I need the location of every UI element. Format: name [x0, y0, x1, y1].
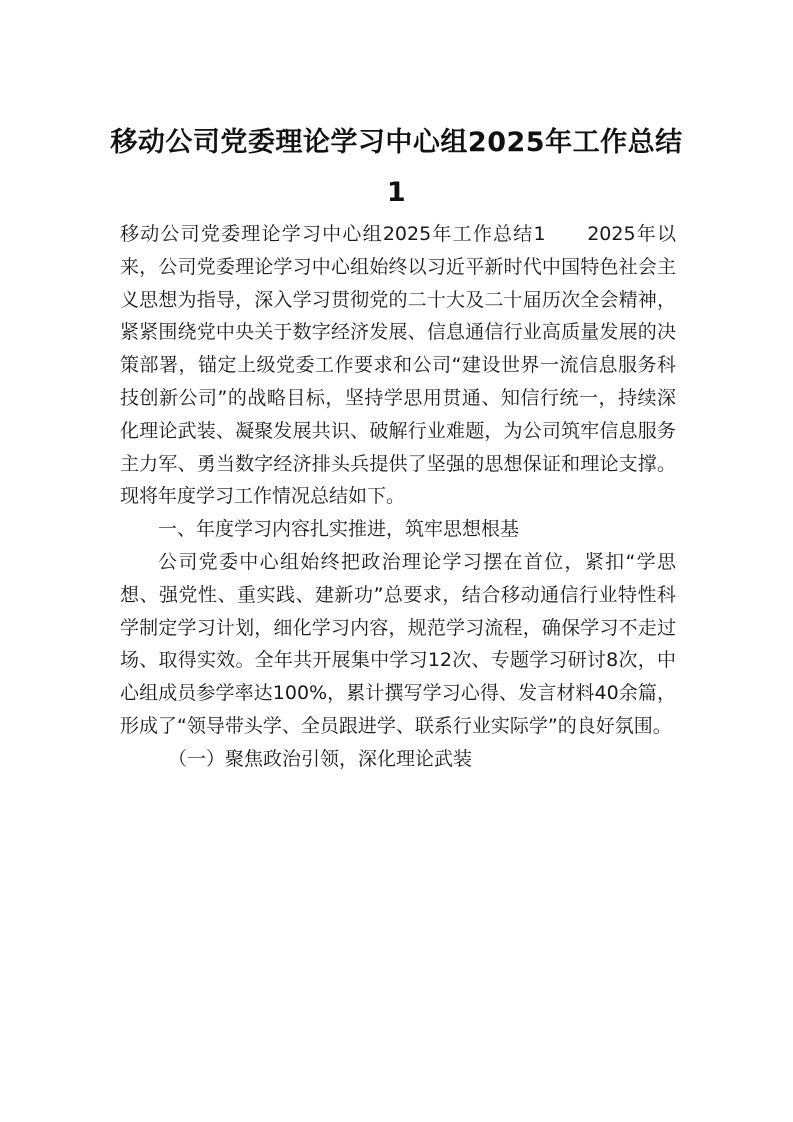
section-1-paragraph: 公司党委中心组始终把政治理论学习摆在首位，紧扣“学思想、强党性、重实践、建新功”总要求，结合移动通信行业特性科学制定学习计划，细化学习内容，规范学习流程，确保学习不走过场、取得实效。全年共开展集中学习12次、专题学习研讨8次，中心组成员参学率达100%，累计撰写学习心得、发言材料40余篇，形成了“领导带头学、全员跟进学、联系行业实际学”的良好氛围。 [120, 550, 676, 737]
section-heading-1: 一、年度学习内容扎实推进，筑牢思想根基 [158, 518, 520, 541]
intro-paragraph: 移动公司党委理论学习中心组2025年工作总结1 2025年以来，公司党委理论学习中心组始终以习近平新时代中国特色社会主义思想为指导，深入学习贯彻党的二十大及二十届历次全会精神，紧紧围绕党中央关于数字经济发展、信息通信行业高质量发展的决策部署，锚定上级党委工作要求和公司“建设世界一流信息服务科技创新公司”的战略目标，坚持学思用贯通、知信行统一，持续深化理论武装、凝聚发展共识、破解行业难题，为公司筑牢信息服务主力军、勇当数字经济排头兵提供了坚强的思想保证和理论支撑。现将年度学习工作情况总结如下。 [120, 223, 676, 508]
document-title: 移动公司党委理论学习中心组2025年工作总结1 [110, 127, 683, 208]
subsection-heading-1: （一）聚焦政治引领，深化理论武装 [168, 747, 473, 770]
document-body [120, 218, 676, 776]
